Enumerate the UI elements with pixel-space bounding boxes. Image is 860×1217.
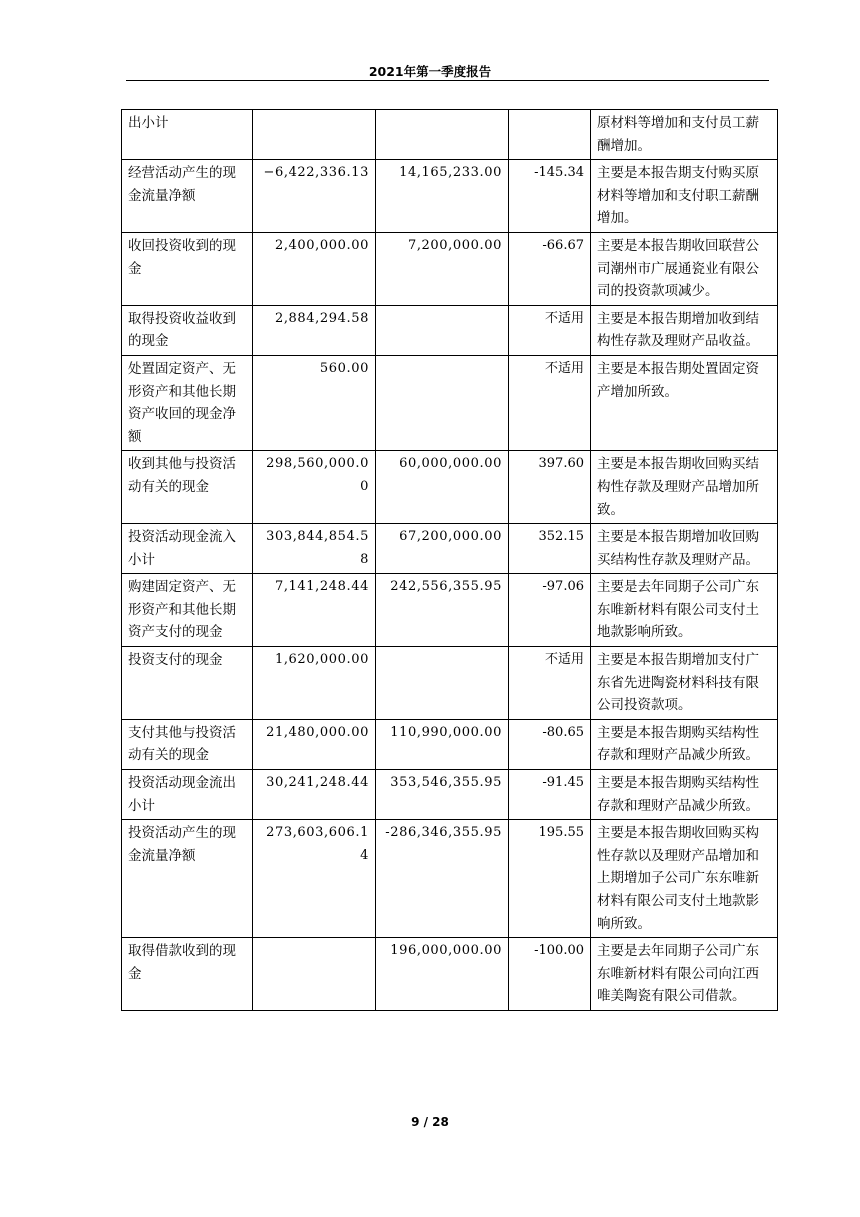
row-reason: 原材料等增加和支付员工薪酬增加。 — [591, 110, 778, 160]
row-item: 支付其他与投资活动有关的现金 — [122, 719, 253, 769]
row-current — [253, 938, 376, 1011]
row-change: -100.00 — [509, 938, 591, 1011]
row-prior: 60,000,000.00 — [376, 451, 509, 524]
table-row — [122, 305, 778, 355]
row-prior: 7,200,000.00 — [376, 232, 509, 305]
row-item: 处置固定资产、无形资产和其他长期资产收回的现金净额 — [122, 355, 253, 450]
row-reason: 主要是本报告期增加收到结构性存款及理财产品收益。 — [591, 305, 778, 355]
row-change — [509, 110, 591, 160]
row-item: 收回投资收到的现金 — [122, 232, 253, 305]
row-current: 7,141,248.44 — [253, 574, 376, 647]
row-item: 经营活动产生的现金流量净额 — [122, 160, 253, 233]
table-row — [122, 820, 778, 938]
table-row — [122, 355, 778, 450]
row-reason: 主要是去年同期子公司广东东唯新材料有限公司向江西唯美陶瓷有限公司借款。 — [591, 938, 778, 1011]
row-item: 购建固定资产、无形资产和其他长期资产支付的现金 — [122, 574, 253, 647]
row-reason: 主要是去年同期子公司广东东唯新材料有限公司支付土地款影响所致。 — [591, 574, 778, 647]
row-current: 303,844,854.58 — [253, 524, 376, 574]
table-row — [122, 524, 778, 574]
row-current: 1,620,000.00 — [253, 647, 376, 720]
row-change: 不适用 — [509, 647, 591, 720]
row-change: 195.55 — [509, 820, 591, 938]
table-row — [122, 574, 778, 647]
row-reason: 主要是本报告期支付购买原材料等增加和支付职工薪酬增加。 — [591, 160, 778, 233]
table-row — [122, 160, 778, 233]
row-reason: 主要是本报告期收回购买构性存款以及理财产品增加和上期增加子公司广东东唯新材料有限公司支付土地款影响所致。 — [591, 820, 778, 938]
table-row — [122, 232, 778, 305]
cash-flow-table-body — [122, 110, 778, 1011]
row-prior: 67,200,000.00 — [376, 524, 509, 574]
table-row — [122, 647, 778, 720]
row-change: -91.45 — [509, 770, 591, 820]
row-item: 投资活动现金流入小计 — [122, 524, 253, 574]
header-divider — [126, 80, 769, 81]
row-prior: 196,000,000.00 — [376, 938, 509, 1011]
table-row — [122, 110, 778, 160]
cash-flow-table — [121, 109, 778, 1011]
row-item: 投资活动现金流出小计 — [122, 770, 253, 820]
table-row — [122, 451, 778, 524]
row-prior: 110,990,000.00 — [376, 719, 509, 769]
table-row — [122, 719, 778, 769]
row-prior — [376, 647, 509, 720]
row-current: 560.00 — [253, 355, 376, 450]
row-change: -80.65 — [509, 719, 591, 769]
row-item: 投资支付的现金 — [122, 647, 253, 720]
row-item: 收到其他与投资活动有关的现金 — [122, 451, 253, 524]
row-current: 21,480,000.00 — [253, 719, 376, 769]
row-reason: 主要是本报告期收回购买结构性存款及理财产品增加所致。 — [591, 451, 778, 524]
row-prior: 242,556,355.95 — [376, 574, 509, 647]
row-change: -66.67 — [509, 232, 591, 305]
row-change: 397.60 — [509, 451, 591, 524]
row-reason: 主要是本报告期增加支付广东省先进陶瓷材料科技有限公司投资款项。 — [591, 647, 778, 720]
row-current: 2,400,000.00 — [253, 232, 376, 305]
row-prior: 353,546,355.95 — [376, 770, 509, 820]
table-row — [122, 770, 778, 820]
row-reason: 主要是本报告期购买结构性存款和理财产品减少所致。 — [591, 770, 778, 820]
row-reason: 主要是本报告期处置固定资产增加所致。 — [591, 355, 778, 450]
row-prior — [376, 110, 509, 160]
row-change: 不适用 — [509, 355, 591, 450]
row-reason: 主要是本报告期增加收回购买结构性存款及理财产品。 — [591, 524, 778, 574]
row-change: 不适用 — [509, 305, 591, 355]
row-item: 投资活动产生的现金流量净额 — [122, 820, 253, 938]
row-change: -97.06 — [509, 574, 591, 647]
row-current: −6,422,336.13 — [253, 160, 376, 233]
row-current — [253, 110, 376, 160]
row-reason: 主要是本报告期购买结构性存款和理财产品减少所致。 — [591, 719, 778, 769]
row-prior: -286,346,355.95 — [376, 820, 509, 938]
row-current: 30,241,248.44 — [253, 770, 376, 820]
row-current: 298,560,000.00 — [253, 451, 376, 524]
row-current: 273,603,606.14 — [253, 820, 376, 938]
row-change: 352.15 — [509, 524, 591, 574]
report-title: 2021年第一季度报告 — [368, 64, 492, 79]
row-item: 取得借款收到的现金 — [122, 938, 253, 1011]
row-item: 出小计 — [122, 110, 253, 160]
row-reason: 主要是本报告期收回联营公司潮州市广展通瓷业有限公司的投资款项减少。 — [591, 232, 778, 305]
row-item: 取得投资收益收到的现金 — [122, 305, 253, 355]
row-change: -145.34 — [509, 160, 591, 233]
row-current: 2,884,294.58 — [253, 305, 376, 355]
row-prior: 14,165,233.00 — [376, 160, 509, 233]
row-prior — [376, 355, 509, 450]
page-number: 9 / 28 — [411, 1115, 449, 1129]
row-prior — [376, 305, 509, 355]
table-row — [122, 938, 778, 1011]
